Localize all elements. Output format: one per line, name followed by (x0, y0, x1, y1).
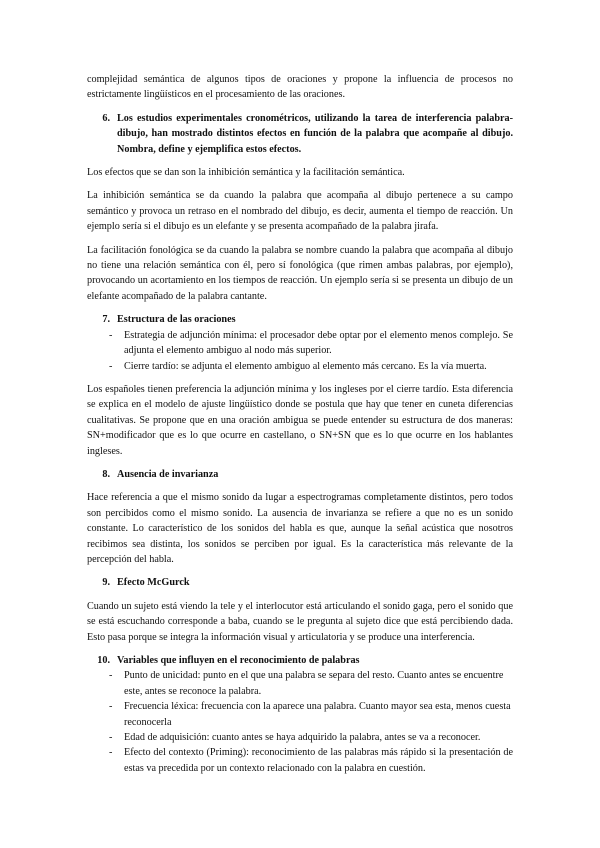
section-8-title: Ausencia de invarianza (117, 468, 219, 480)
dash-bullet: - (109, 360, 113, 372)
dash-bullet: - (109, 747, 113, 759)
section-10-list (87, 668, 513, 776)
section-7-heading (87, 312, 513, 327)
section-7-paragraph: Los españoles tienen preferencia la adjunción mínima y los ingleses por el cierre tardío. Esta diferencia se explica en el modelo de ajuste lingüístico donde se postula que hay que tener en cuneta diferencias cualitativas. Se propone que en una oración ambigua se puede entender su estructura de dos maneras: SN+modificador que es lo que ocurre en castellano, o SN+SN que es lo que ocurre en los hablantes ingleses. (87, 383, 513, 457)
q6-paragraph-2: La inhibición semántica se da cuando la palabra que acompaña al dibujo pertenece a su campo semántico y provoca un retraso en el nombrado del dibujo, es decir, aumenta el tiempo de reacción. Un ejemplo sería si el dibujo es un elefante y se presenta acompañado de la palabra jirafa. (87, 190, 513, 233)
section-10-heading (87, 653, 513, 668)
list-item: - Punto de unicidad: punto en el que una palabra se separa del resto. Cuanto antes se encuentre este, antes se reconoce la palabra. (87, 668, 513, 699)
section-7-title: Estructura de las oraciones (117, 314, 236, 326)
list-item: - Efecto del contexto (Priming): reconocimiento de las palabras más rápido si la presentación de estas va precedida por un contexto relacionado con la palabra en cuestión. (87, 745, 513, 776)
dash-bullet: - (109, 329, 113, 341)
section-9-paragraph: Cuando un sujeto está viendo la tele y el interlocutor está articulando el sonido gaga, pero el sonido que se está escuchando corresponde a baba, cuando se le pregunta al sujeto dice que está percibiendo dada. Esto pasa porque se integra la información visual y articulatoria y se produce una interferencia. (87, 600, 513, 643)
section-8-number: 8. (102, 468, 110, 480)
section-8-paragraph: Hace referencia a que el mismo sonido da lugar a espectrogramas completamente distintos, pero todos son percibidos como el mismo sonido. La ausencia de invarianza se refiere a que no es un sonido constante. Lo característico de los sonidos del habla es que, aunque la señal acústica que nosotros recibimos sea distinta, los sonidos se perciben por igual. Es la característica más relevante de la percepción del habla. (87, 492, 513, 565)
section-7-list (87, 328, 513, 374)
q6-paragraph-1: Los efectos que se dan son la inhibición semántica y la facilitación semántica. (87, 167, 405, 179)
section-10-title: Variables que influyen en el reconocimiento de palabras (117, 655, 360, 666)
section-8-heading (87, 467, 513, 482)
question-6-number: 6. (102, 112, 110, 124)
dash-bullet: - (109, 701, 113, 713)
question-6-text: Los estudios experimentales cronométricos, utilizando la tarea de interferencia palabra-dibujo, han mostrado distintos efectos en función de la palabra que acompañe al dibujo. Nombra, define y ejemplifica estos efectos. (117, 112, 513, 155)
intro-paragraph: complejidad semántica de algunos tipos de oraciones y propone la influencia de procesos no estrictamente lingüísticos en el procesamiento de las oraciones. (87, 74, 513, 101)
list-item: - Cierre tardío: se adjunta el elemento ambiguo al elemento más cercano. Es la vía muerta. (87, 359, 513, 374)
section-10-number: 10. (97, 655, 110, 666)
dash-bullet: - (109, 732, 113, 744)
section-7-number: 7. (102, 314, 110, 326)
section-9-heading (87, 575, 513, 590)
dash-bullet: - (109, 670, 113, 682)
question-6-heading (87, 111, 513, 157)
list-item: - Edad de adquisición: cuanto antes se haya adquirido la palabra, antes se va a reconocer. (87, 730, 513, 745)
list-item: - Estrategia de adjunción mínima: el procesador debe optar por el elemento menos complejo. Se adjunta el elemento ambiguo al nodo más superior. (87, 328, 513, 359)
section-9-title: Efecto McGurck (117, 577, 190, 589)
section-9-number: 9. (102, 577, 110, 589)
list-item: - Frecuencia léxica: frecuencia con la aparece una palabra. Cuanto mayor sea esta, menos cuesta reconocerla (87, 699, 513, 730)
q6-paragraph-3: La facilitación fonológica se da cuando la palabra se nombre cuando la palabra que acompaña al dibujo no tiene una relación semántica con él, pero sí fonológica (que rimen ambas palabras, por ejemplo), provocando un acortamiento en los tiempos de reacción. Un ejemplo sería si se presenta un dibujo de un elefante acompañado de la palabra cantante. (87, 244, 513, 302)
